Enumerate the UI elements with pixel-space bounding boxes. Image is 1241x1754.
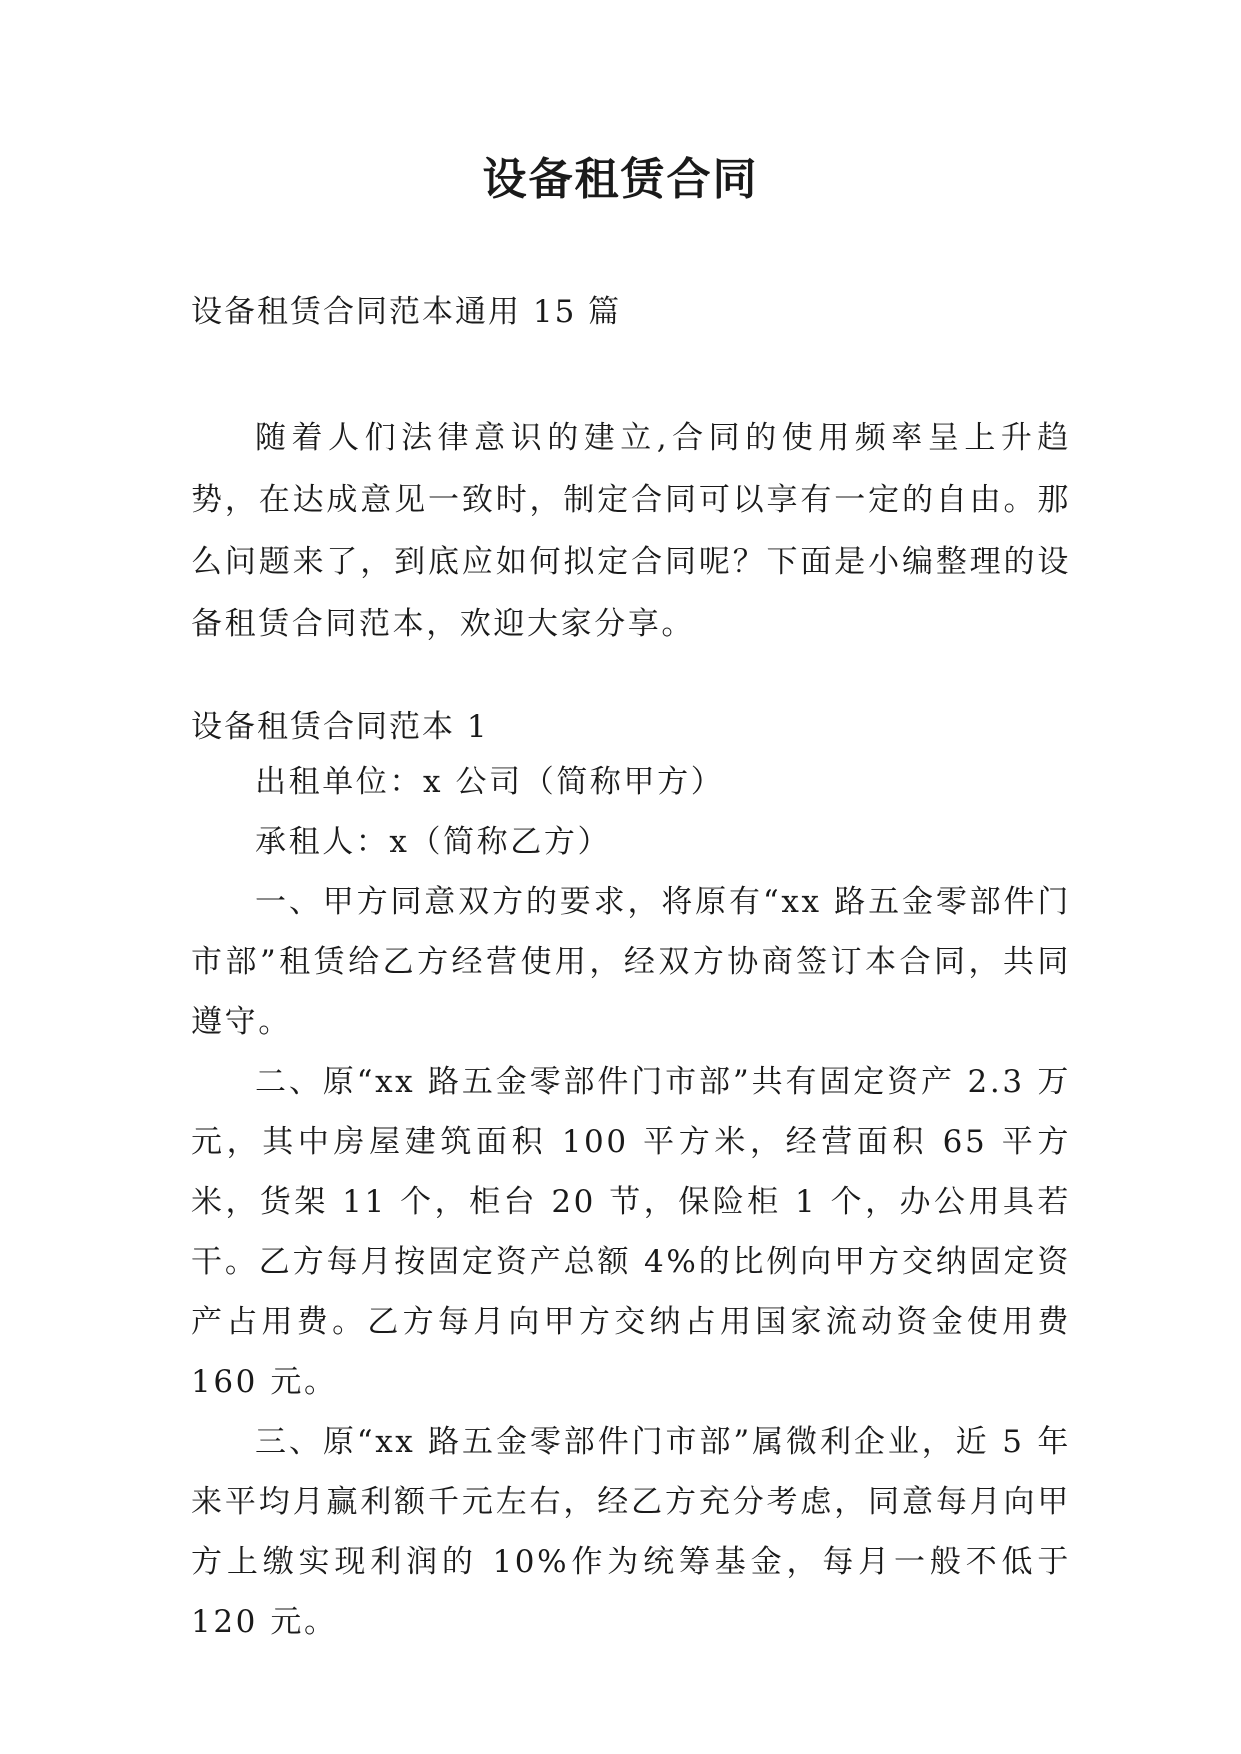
clause-1: 一、甲方同意双方的要求，将原有“xx 路五金零部件门市部”租赁给乙方经营使用，经双方协商签订本合同，共同遵守。 [191, 884, 1071, 1040]
document-subtitle: 设备租赁合同范本通用 15 篇 [191, 294, 622, 330]
lessor-line: 出租单位：x 公司（简称甲方） [255, 764, 725, 800]
section-heading: 设备租赁合同范本 1 [191, 709, 489, 745]
clause-2: 二、原“xx 路五金零部件门市部”共有固定资产 2.3 万元，其中房屋建筑面积 100 平方米，经营面积 65 平方米，货架 11 个，柜台 20 节，保险柜 1 个，办公用具若干。乙方每月按固定资产总额 4%的比例向甲方交纳固定资产占用费。乙方每月向甲方交纳占用国家流动资金使用费 160 元。 [191, 1064, 1071, 1400]
clause-3: 三、原“xx 路五金零部件门市部”属微利企业，近 5 年来平均月赢利额千元左右，经乙方充分考虑，同意每月向甲方上缴实现利润的 10%作为统筹基金，每月一般不低于 120 元。 [191, 1424, 1071, 1640]
lessee-line: 承租人：x（简称乙方） [255, 824, 612, 860]
intro-paragraph: 随着人们法律意识的建立,合同的使用频率呈上升趋势，在达成意见一致时，制定合同可以享有一定的自由。那么问题来了，到底应如何拟定合同呢？下面是小编整理的设备租赁合同范本，欢迎大家分享。 [191, 420, 1071, 642]
document-title: 设备租赁合同 [482, 154, 759, 205]
contract-body [191, 752, 1071, 1652]
